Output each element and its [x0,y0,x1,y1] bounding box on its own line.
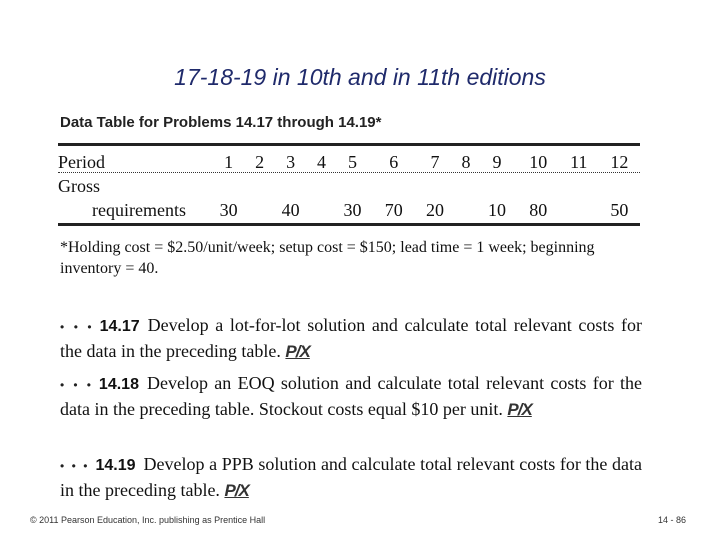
problem-text: Develop a lot-for-lot solution and calculate total relevant costs for the data in the preceding table. [60,315,642,361]
difficulty-dots: • • • [60,320,94,334]
table-row [58,149,640,173]
px-icon: P/X [285,342,310,361]
period-cell: 7 [430,152,440,172]
period-cell: 4 [317,152,327,172]
gross-cell [456,197,477,221]
period-label: Period [58,152,105,172]
problem-text: Develop a PPB solution and calculate total relevant costs for the data in the preceding table. [60,454,642,500]
difficulty-dots: • • • [60,378,93,392]
period-cell: 9 [492,152,502,172]
table-footnote: *Holding cost = $2.50/unit/week; setup cost = $150; lead time = 1 week; beginning inventory = 40. [60,239,595,277]
period-cell: 3 [286,152,296,172]
gross-cell: 80 [529,200,548,220]
table-row [58,197,640,221]
requirements-label: requirements [92,200,186,220]
problem-14-17 [60,313,642,364]
gross-label: Gross [58,176,101,196]
data-table [58,149,640,221]
px-icon: P/X [507,400,532,419]
difficulty-dots: • • • [60,459,90,473]
gross-cell: 30 [219,200,238,220]
gross-cell [249,197,270,221]
problem-number: 14.19 [95,457,136,474]
period-cell: 6 [389,152,399,172]
slide-title: 17-18-19 in 10th and in 11th editions [174,64,546,90]
slide-number: 14 - 86 [657,515,686,525]
table-bottom-rule [58,223,640,226]
table-top-rule [58,143,640,146]
table-heading: Data Table for Problems 14.17 through 14.19* [60,114,382,131]
gross-cell [311,197,332,221]
problem-14-19 [60,452,642,503]
copyright-footer: © 2011 Pearson Education, Inc. publishing as Prentice Hall [30,515,266,525]
gross-cell: 40 [281,200,300,220]
period-cell: 11 [570,152,588,172]
gross-cell: 50 [610,200,629,220]
px-icon: P/X [224,481,249,500]
gross-cell: 10 [487,200,506,220]
gross-cell [559,197,599,221]
gross-cell: 30 [343,200,362,220]
period-cell: 5 [347,152,357,172]
period-cell: 12 [610,152,629,172]
table-row [58,173,640,197]
period-cell: 1 [224,152,234,172]
problem-number: 14.18 [98,376,139,393]
problem-number: 14.17 [99,318,140,335]
period-cell: 8 [461,152,471,172]
problem-14-18 [60,371,642,422]
gross-cell: 70 [384,200,403,220]
period-cell: 10 [529,152,548,172]
period-cell: 2 [255,152,265,172]
gross-cell: 20 [426,200,445,220]
problem-text: Develop an EOQ solution and calculate total relevant costs for the data in the preceding table. Stockout costs equal $10 per unit. [60,373,643,419]
